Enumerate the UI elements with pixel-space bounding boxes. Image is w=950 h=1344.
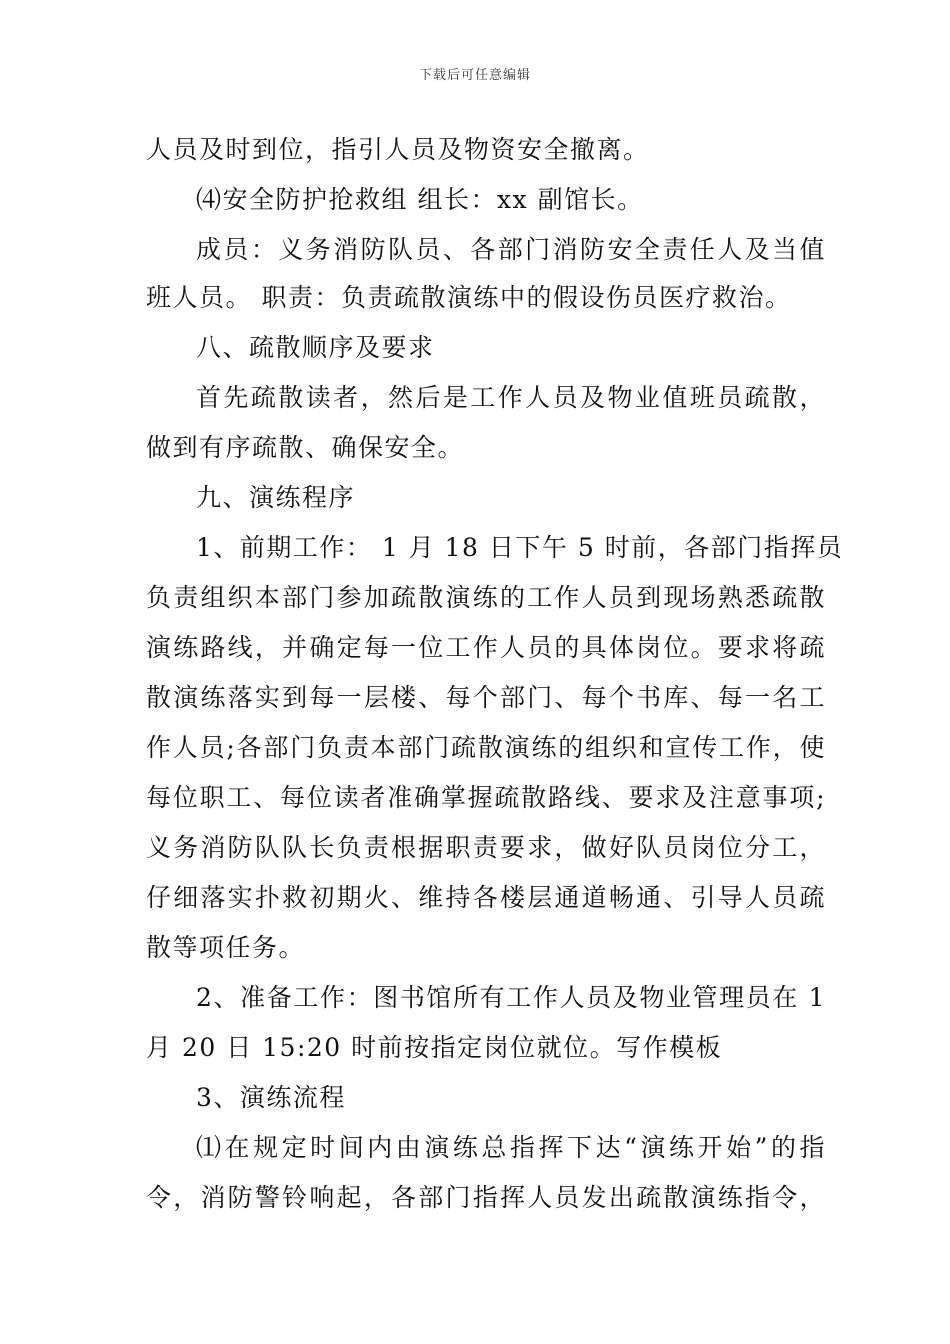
section-heading: 九、演练程序 bbox=[196, 483, 356, 512]
paragraph-line: 负责组织本部门参加疏散演练的工作人员到现场熟悉疏散 bbox=[146, 583, 826, 612]
paragraph-line: 月 20 日 15:20 时前按指定岗位就位。写作模板 bbox=[146, 1033, 723, 1062]
paragraph-line: 演练路线，并确定每一位工作人员的具体岗位。要求将疏 bbox=[146, 633, 826, 662]
paragraph-line: 做到有序疏散、确保安全。 bbox=[146, 433, 465, 462]
paragraph-line: 作人员;各部门负责本部门疏散演练的组织和宣传工作，使 bbox=[146, 733, 826, 762]
paragraph-line: 1、前期工作： 1 月 18 日下午 5 时前，各部门指挥员 bbox=[196, 533, 844, 562]
paragraph-line: 令，消防警铃响起，各部门指挥人员发出疏散演练指令， bbox=[146, 1183, 826, 1212]
paragraph-line: 散等项任务。 bbox=[146, 933, 306, 962]
paragraph-line: 义务消防队队长负责根据职责要求，做好队员岗位分工， bbox=[146, 833, 826, 862]
page-header: 下载后可任意编辑 bbox=[418, 68, 531, 83]
paragraph-line: 2、准备工作：图书馆所有工作人员及物业管理员在 1 bbox=[196, 983, 826, 1012]
paragraph-line: 成员：义务消防队员、各部门消防安全责任人及当值 bbox=[196, 235, 826, 264]
section-heading: 3、演练流程 bbox=[196, 1083, 346, 1112]
section-heading: 八、疏散顺序及要求 bbox=[196, 333, 435, 362]
paragraph-line: ⑴在规定时间内由演练总指挥下达“演练开始”的指 bbox=[196, 1133, 826, 1162]
paragraph-line: 人员及时到位，指引人员及物资安全撤离。 bbox=[146, 135, 650, 164]
paragraph-line: 散演练落实到每一层楼、每个部门、每个书库、每一名工 bbox=[146, 683, 826, 712]
paragraph-line: ⑷安全防护抢救组 组长：xx 副馆长。 bbox=[196, 185, 644, 214]
paragraph-line: 仔细落实扑救初期火、维持各楼层通道畅通、引导人员疏 bbox=[146, 883, 826, 912]
paragraph-line: 首先疏散读者，然后是工作人员及物业值班员疏散， bbox=[196, 383, 826, 412]
paragraph-line: 每位职工、每位读者准确掌握疏散路线、要求及注意事项; bbox=[146, 783, 826, 812]
paragraph-line: 班人员。 职责：负责疏散演练中的假设伤员医疗救治。 bbox=[146, 283, 792, 312]
